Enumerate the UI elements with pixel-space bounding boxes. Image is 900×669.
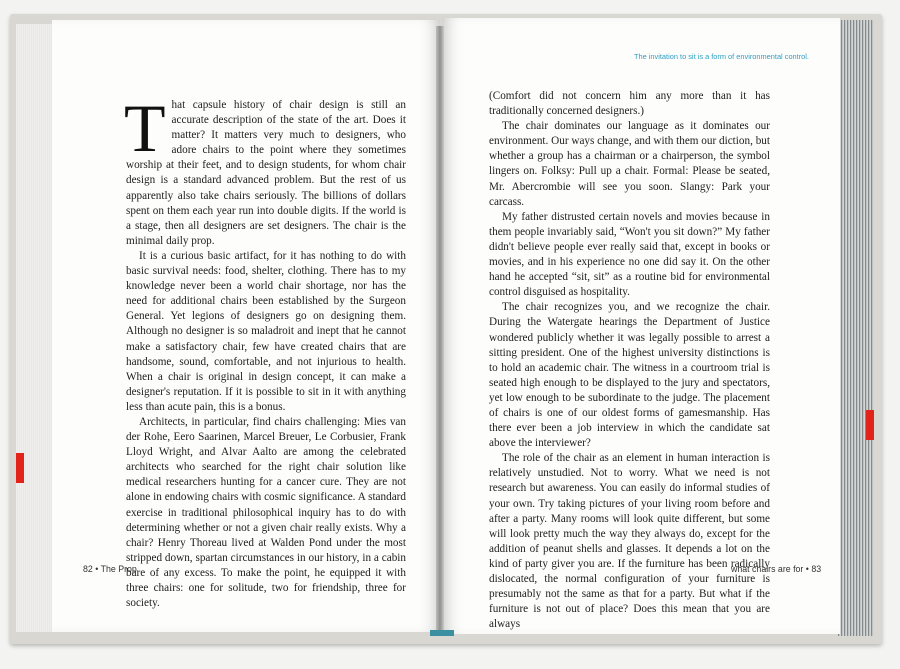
right-thumb-tab: [866, 410, 874, 440]
right-paragraph-1: (Comfort did not concern him any more than it has traditionally concerned designers.): [489, 90, 770, 118]
book-spine: [436, 26, 444, 632]
left-paragraph-1-text: hat capsule history of chair design is still an accurate description of the state of the art. Does it matter? It matters very much to designers, who adore chairs to the point where they sometimes worship at their feet, and to design students, for whom chair design is a standard advanced problem. But the rest of us apparently also take chairs seriously. The billions of dollars spent on them each year run into double digits. If the world is a stage, then all designers are set designers. The chair is the minimal daily prop.: [126, 99, 406, 247]
right-paragraph-3: My father distrusted certain novels and movies because in them people invariably said, “Won't you sit down?” My father didn't believe people ever really said that, except in books or movies, and in his experience no one did say it. On the other hand he accepted “sit, sit” as a routine bid for environmental control disguised as hospitality.: [489, 210, 770, 299]
left-thumb-tab: [16, 453, 24, 483]
running-head: The invitation to sit is a form of environmental control.: [634, 52, 809, 61]
right-page-edges: [838, 20, 874, 636]
right-paragraph-5: The role of the chair as an element in human interaction is relatively unstudied. Not to worry. What we need is not research but awareness. You can easily do informal studies of your own. Try taking pictures of your living room before and after a party. Many rooms will look quite different, but some will look pretty much the way they always do, except for the addition of peanut shells and glasses. It depends a lot on the kind of party giver you are. If the furniture has been radically dislocated, the normal configuration of your furniture is presumably not the same as that for a party. But what if the furniture is not out of place? Does this mean that you are always: [489, 452, 770, 631]
left-page-number: 82 • The Prop: [83, 564, 137, 574]
right-page-body: [489, 89, 770, 632]
left-paragraph-2: It is a curious basic artifact, for it has nothing to do with basic survival needs: food, shelter, clothing. There has to my knowledge never been a world chair shortage, nor has the need for additional chairs been established by the Surgeon General. Yet legions of designers go on designing them. Although no designer is so maladroit and inept that he cannot make a satisfactory chair, few have created chairs that are handsome, sound, comfortable, and not injurious to health. When a chair is original in design concept, it can make a designer's reputation. If it is possible to sit in it with anything less than acute pain, this is a bonus.: [126, 249, 406, 413]
left-paragraph-3: Architects, in particular, find chairs challenging: Mies van der Rohe, Eero Saarinen, Marcel Breuer, Le Corbusier, Frank Lloyd Wright, and Alvar Aalto are among the celebrated architects who searched for the right chair solution like medical researchers hunting for a cancer cure. They are not alone in endowing chairs with cosmic significance. A standard exercise in traditional philosophical inquiry has to do with determining whether or not a given chair really exists. Why a chair? Henry Thoreau lived at Walden Pond under the most stripped down, spartan circumstances in our history, in a cabin bare of any excess. To make the point, he equipped it with three chairs: one for solitude, two for friendship, three for society.: [126, 415, 406, 610]
right-paragraph-2: The chair dominates our language as it dominates our environment. Our ways change, and with them our diction, but whether a group has a chairman or a chairperson, the symbol lingers on. Folksy: Pull up a chair. Formal: Please be seated, Mr. Abercrombie will see you soon. Slangy: Park your carcass.: [489, 120, 770, 208]
left-page-body: [124, 90, 406, 611]
right-page-number: what chairs are for • 83: [731, 564, 822, 574]
spine-binding-strip: [430, 630, 454, 636]
left-paragraph-1: [124, 90, 406, 249]
right-paragraph-4: The chair recognizes you, and we recognize the chair. During the Watergate hearings the Department of Justice wondered publicly whether it was legally possible to arrest a sitting president. One of the highest university distinctions is to hold an academic chair. The witness in a courtroom trial is seated high enough to be displayed to the jury and spectators, yet low enough to be subordinate to the judge. The placement of chairs is one of our oldest forms of gamesmanship. Has there ever been a job interview in which the candidate sat above the interviewer?: [489, 301, 770, 450]
left-page-edges: [16, 24, 56, 632]
drop-cap: T: [124, 90, 166, 166]
